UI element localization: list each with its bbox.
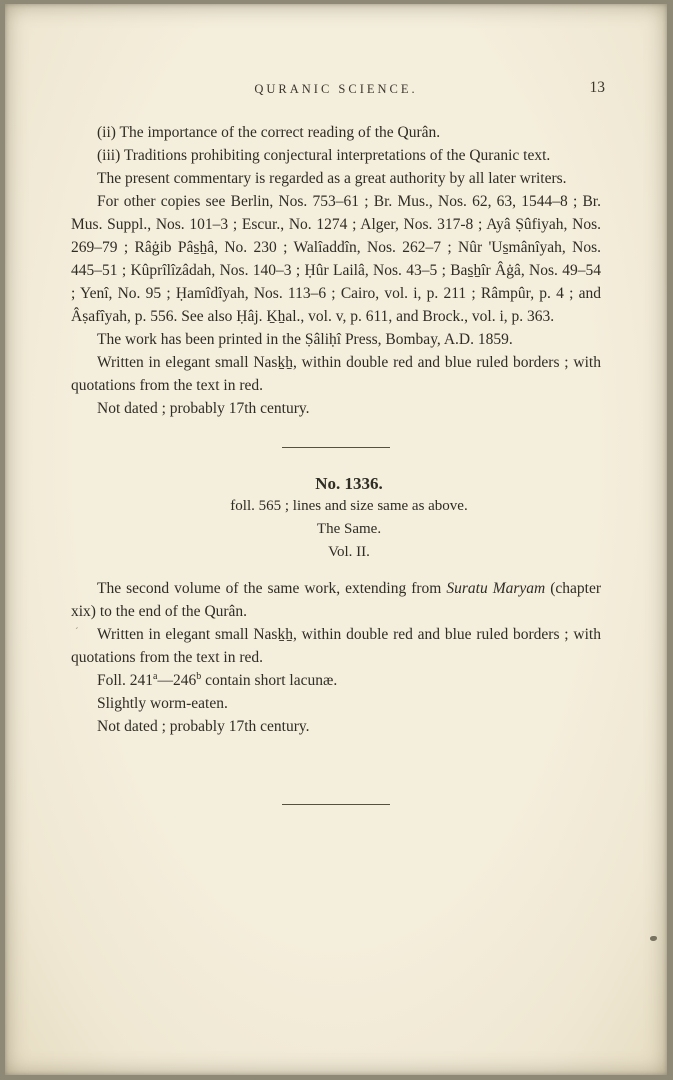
foll-text-2: —246 [157, 672, 197, 689]
scanned-page [5, 4, 667, 1075]
running-header: QURANIC SCIENCE. [254, 82, 418, 96]
page-number: 13 [589, 79, 605, 96]
section-divider [282, 447, 390, 448]
work-title-italic: Suratu Maryam [446, 580, 546, 597]
foll-text-1: Foll. 241 [97, 672, 153, 689]
folio-superscript-b: b [196, 670, 202, 682]
foll-text-3: contain short lacunæ. [201, 672, 338, 689]
paragraph-foll-lacunae [71, 669, 601, 692]
entry-number-heading: No. 1336. [315, 474, 383, 493]
paragraph-printed: The work has been printed in the Ṣâliḥî Press, Bombay, A.D. 1859. [97, 331, 513, 348]
paragraph-point-ii: (ii) The importance of the correct reading of the Qurân. [97, 124, 441, 141]
scan-mark: ´ [75, 626, 79, 638]
paragraph-point-iii: (iii) Traditions prohibiting conjectural interpretations of the Quranic text. [97, 147, 551, 164]
paragraph-not-dated-vol2: Not dated ; probably 17th century. [97, 718, 310, 735]
paragraph-written-naskh: Written in elegant small Nasḵẖ, within double red and blue ruled borders ; with quotations from the text in red. [71, 354, 601, 394]
paragraph-written-naskh-vol2: Written in elegant small Nasḵẖ, within double red and blue ruled borders ; with quotations from the text in red. [71, 626, 601, 666]
page-content [71, 78, 605, 829]
page-header [71, 78, 605, 101]
paragraph-commentary-authority: The present commentary is regarded as a great authority by all later writers. [97, 170, 567, 187]
entry-title-line: The Same. [316, 521, 382, 537]
paragraph-not-dated: Not dated ; probably 17th century. [97, 400, 310, 417]
second-volume-text-after: (chapter xix) to the end of the Qurân. [71, 580, 602, 620]
entry-volume-line: Vol. II. [328, 544, 370, 560]
folio-superscript-a: a [152, 670, 158, 682]
paragraph-second-volume [71, 577, 601, 623]
paragraph-other-copies: For other copies see Berlin, Nos. 753–61 ; Br. Mus., Nos. 62, 63, 1544–8 ; Br. Mus. Suppl., Nos. 101–3 ; Escur., No. 1274 ; Alger, Nos. 317-8 ; Ayâ Ṣûfiyah, Nos. 269–79 ; Râġib Pâs̱ẖâ, No. 230 ; Walîaddîn, Nos. 262–7 ; Nûr 'Us̱mânîyah, Nos. 445–51 ; Kûprîlîzâdah, Nos. 140–3 ; Ḥûr Lailâ, Nos. 43–5 ; Bas̱ẖîr Âġâ, Nos. 49–54 ; Yenî, No. 95 ; Ḥamîdîyah, Nos. 113–6 ; Cairo, vol. i, p. 211 ; Râmpûr, p. 4 ; and Âṣafîyah, p. 556. See also Ḥâj. Ḵẖal., vol. v, p. 611, and Brock., vol. i, p. 363. [71, 193, 601, 325]
second-volume-text-before: The second volume of the same work, extending from [97, 580, 447, 597]
scan-speck [650, 936, 657, 941]
section-divider-end [282, 804, 390, 805]
entry-collation-line: foll. 565 ; lines and size same as above. [230, 498, 468, 514]
paragraph-worm-eaten: Slightly worm-eaten. [97, 695, 228, 712]
